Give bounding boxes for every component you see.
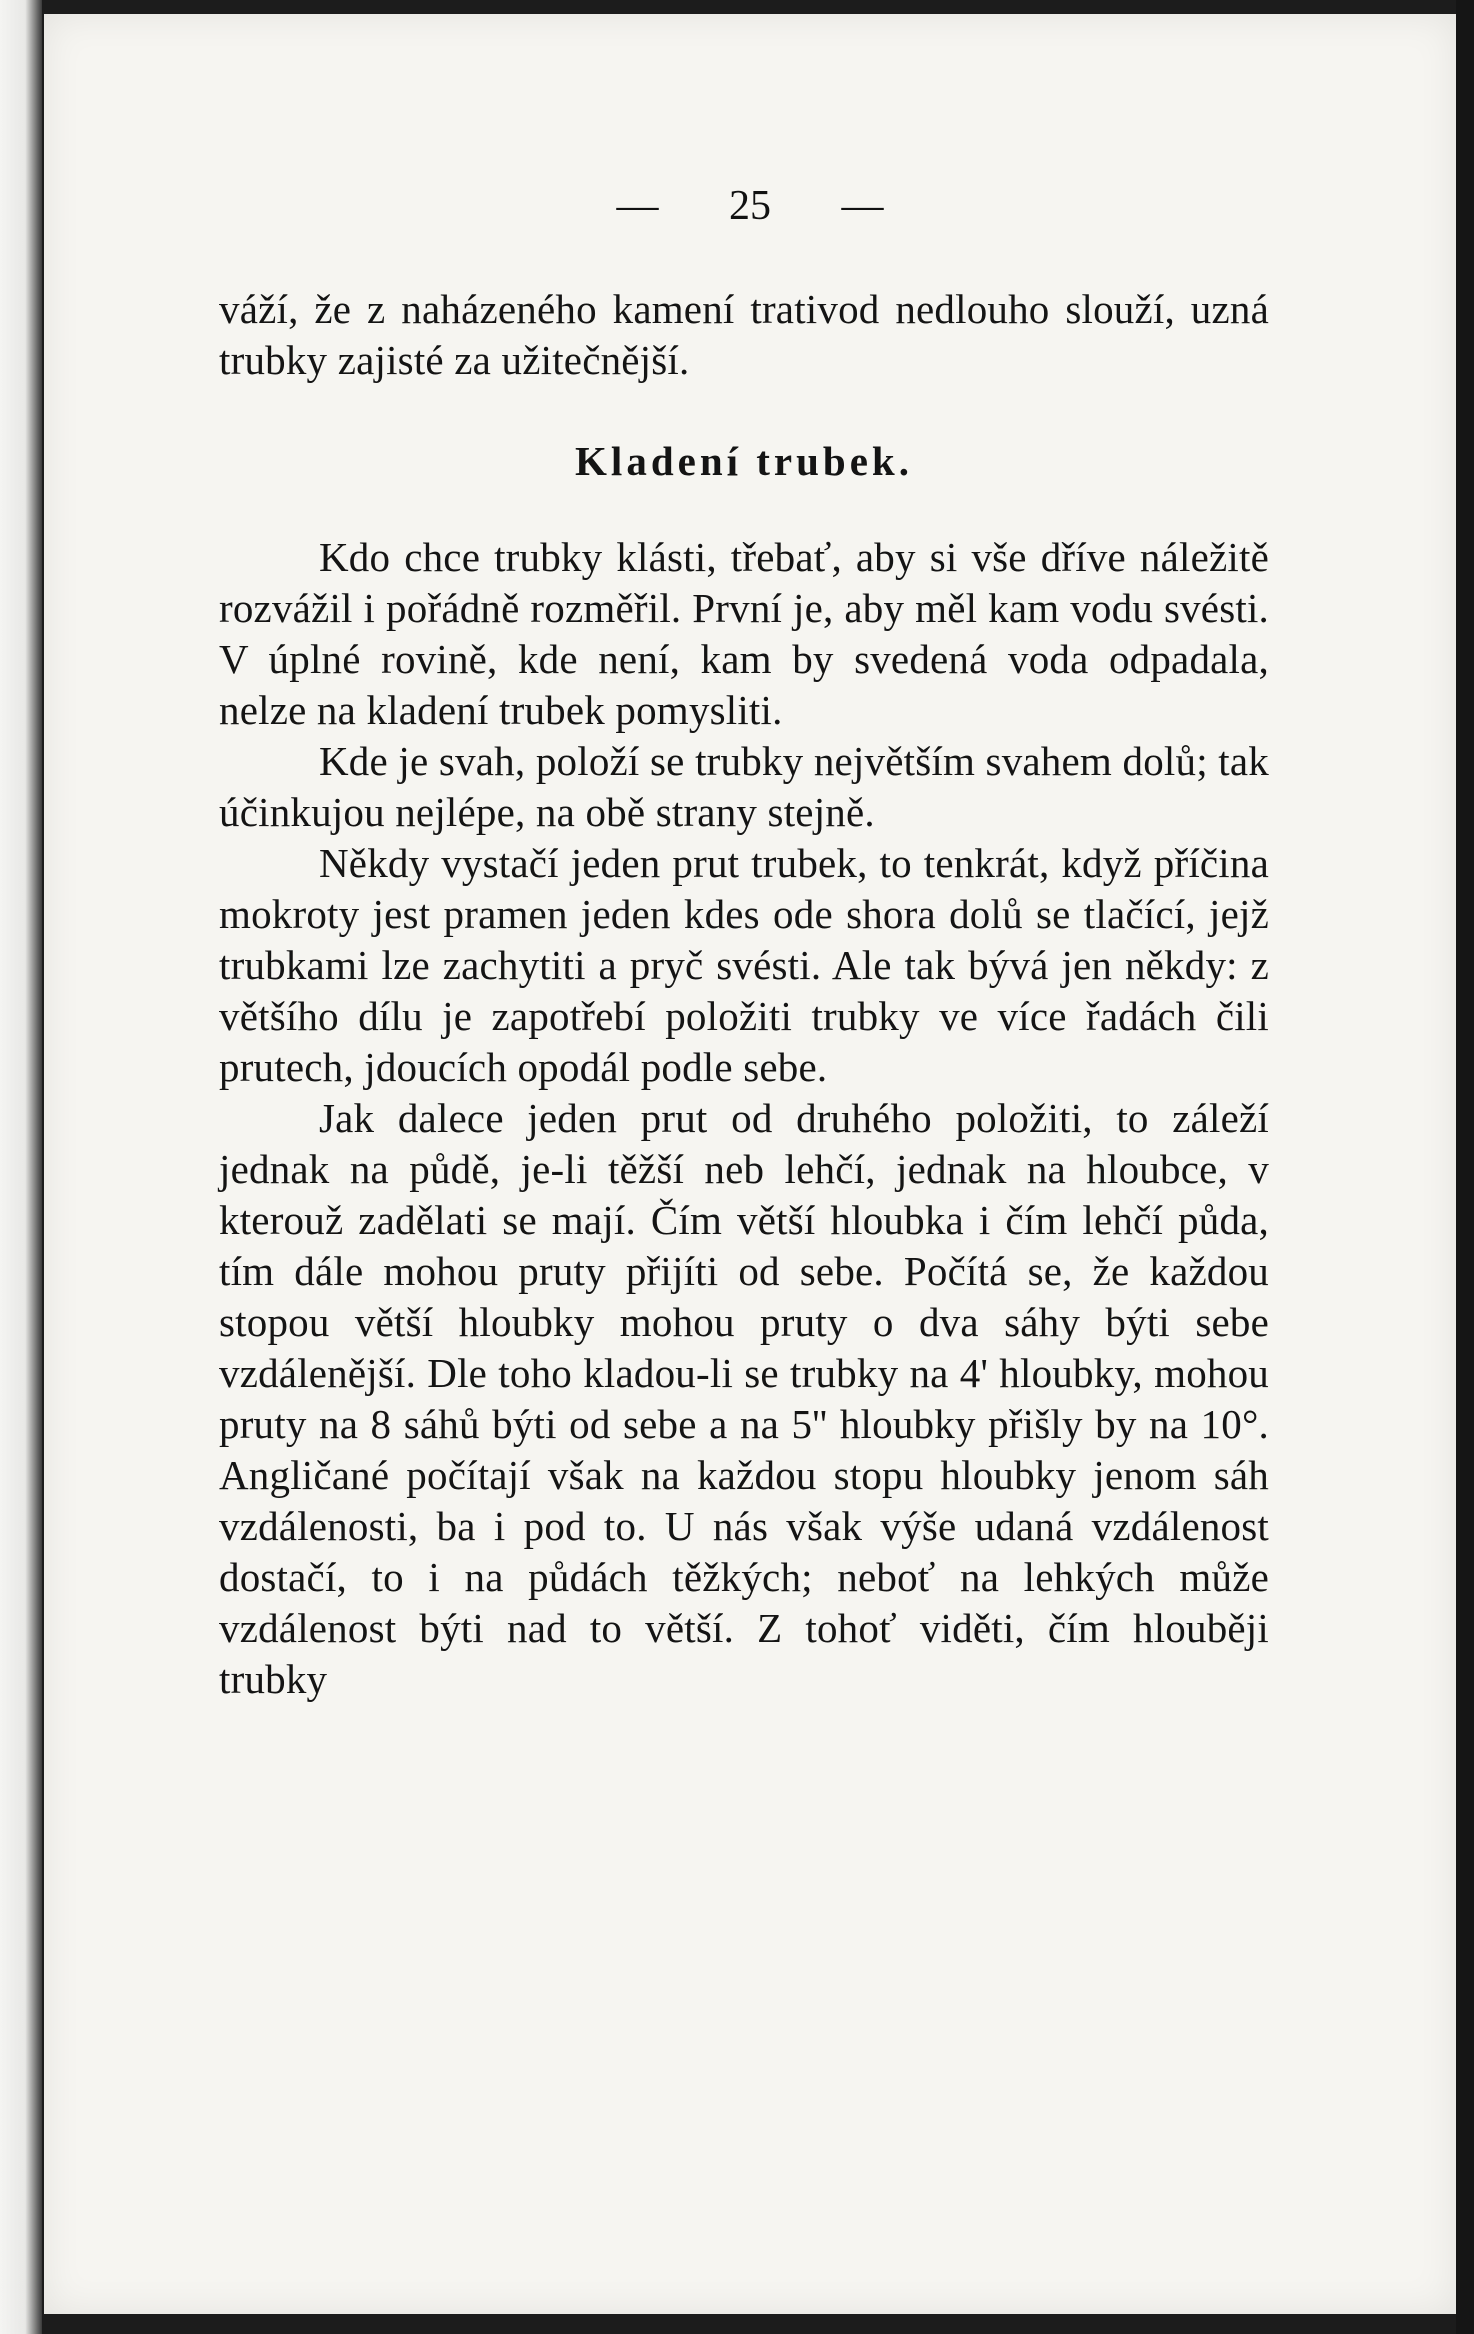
page-body [219, 284, 1269, 1705]
paragraph-2: Kde je svah, položí se trubky největším svahem dolů; tak účinkujou nejlépe, na obě strany stejně. [219, 738, 1269, 835]
section-heading: Kladení trubek. [575, 438, 913, 484]
facing-page-edge [0, 0, 42, 2334]
header-dash-right: — [841, 183, 884, 229]
paragraph-1: Kdo chce trubky klásti, třebať, aby si vše dříve náležitě rozvážil i pořádně rozměřil. První je, aby měl kam vodu svésti. V úplné rovině, kde není, kam by svedená voda odpadala, nelze na kladení trubek pomysliti. [219, 534, 1269, 733]
scan-border-right [1456, 0, 1474, 2334]
book-page [44, 14, 1456, 2314]
paragraph-3: Někdy vystačí jeden prut trubek, to tenkrát, když příčina mokroty jest pramen jeden kdes ode shora dolů se tlačící, jejž trubkami lze zachytiti a pryč svésti. Ale tak bývá jen někdy: z většího dílu je zapotřebí položiti trubky ve více řadách čili prutech, jdoucích opodál podle sebe. [219, 840, 1269, 1090]
header-dash-left: — [616, 183, 659, 229]
intro-paragraph: váží, že z naházeného kamení trativod nedlouho slouží, uzná trubky zajisté za užitečnější. [219, 286, 1269, 383]
page-header [44, 182, 1456, 230]
page-number: 25 [729, 183, 771, 229]
paragraph-4: Jak dalece jeden prut od druhého položiti, to záleží jednak na půdě, je-li těžší neb lehčí, jednak na hloubce, v kterouž zadělati se mají. Čím větší hloubka i čím lehčí půda, tím dále mohou pruty přijíti od sebe. Počítá se, že každou stopou větší hloubky mohou pruty o dva sáhy býti sebe vzdálenější. Dle toho kladou-li se trubky na 4' hloubky, mohou pruty na 8 sáhů býti od sebe a na 5'' hloubky přišly by na 10°. Angličané počítají však na každou stopu hloubky jenom sáh vzdálenosti, ba i pod to. U nás však výše udaná vzdálenost dostačí, to i na půdách těžkých; neboť na lehkých může vzdálenost býti nad to větší. Z tohoť viděti, čím hlouběji trubky [219, 1095, 1269, 1702]
